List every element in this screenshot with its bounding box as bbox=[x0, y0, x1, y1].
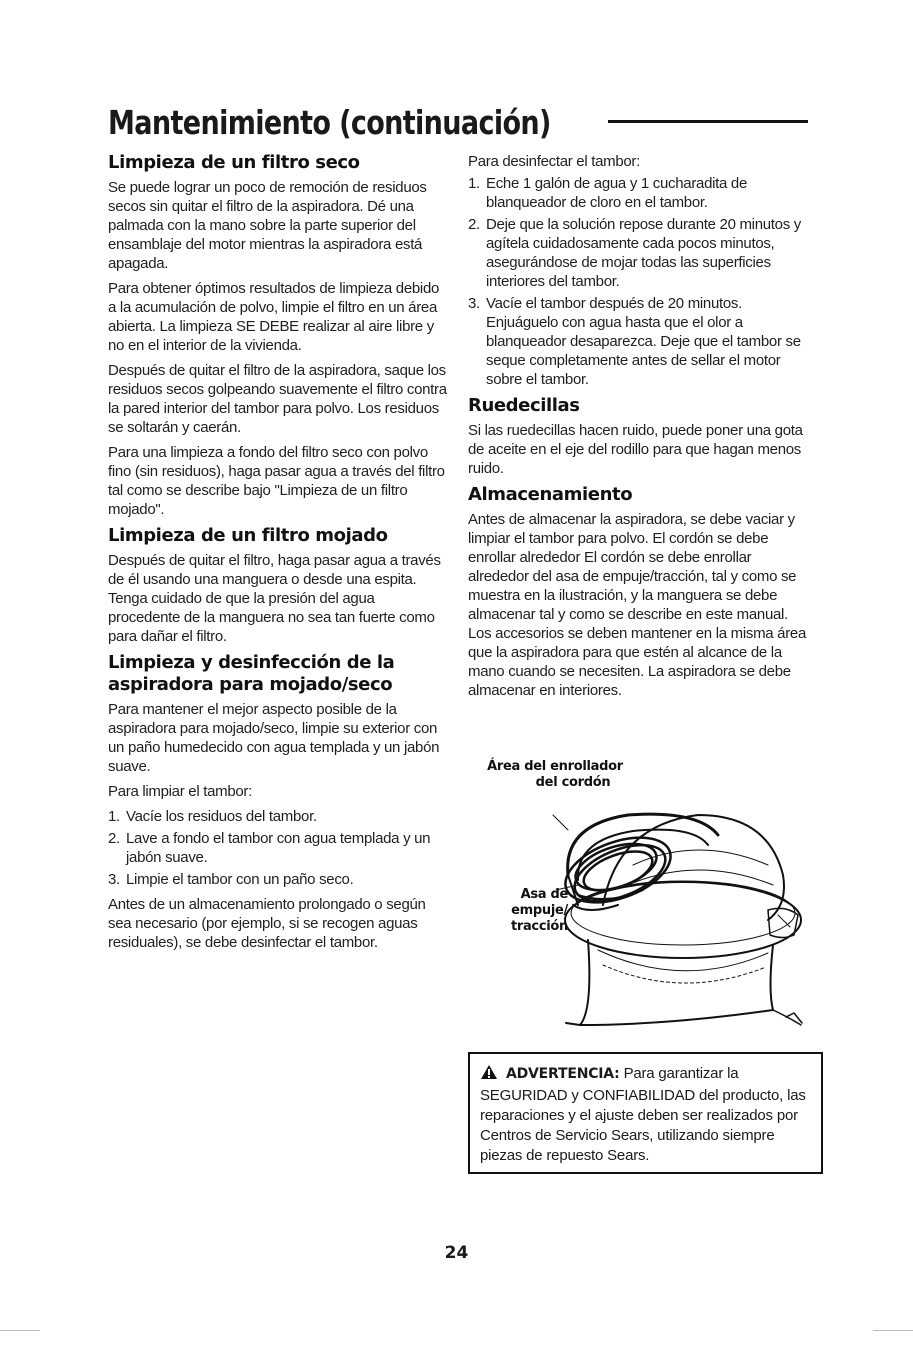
list-text: Lave a fondo el tambor con agua templada y un jabón suave. bbox=[126, 830, 431, 866]
list-text: Deje que la solución repose durante 20 minutos y agítela cuidadosamente cada pocos minutos, asegurándose de mojar todas las superficies interiores del tambor. bbox=[486, 216, 801, 290]
paragraph: Si las ruedecillas hacen ruido, puede poner una gota de aceite en el eje del rodillo para que hagan menos ruido. bbox=[468, 422, 803, 477]
paragraph: Para limpiar el tambor: bbox=[108, 783, 252, 800]
section-heading-casters: Ruedecillas bbox=[468, 395, 580, 416]
list-text: Vacíe los residuos del tambor. bbox=[126, 808, 317, 825]
left-column bbox=[108, 152, 450, 958]
label-cord-wrap-area bbox=[480, 759, 630, 791]
list-text: Vacíe el tambor después de 20 minutos. Enjuáguelo con agua hasta que el olor a blanqueador desaparezca. Deje que el tambor se seque completamente antes de sellar el motor sobre el tambor. bbox=[486, 295, 801, 388]
paragraph: Para una limpieza a fondo del filtro seco con polvo fino (sin residuos), haga pasar agua a través del filtro tal como se describe bajo "Limpieza de un filtro mojado". bbox=[108, 444, 445, 518]
list-number: 3. bbox=[108, 871, 120, 888]
paragraph: Para desinfectar el tambor: bbox=[468, 153, 640, 170]
paragraph: Para obtener óptimos resultados de limpieza debido a la acumulación de polvo, limpie el filtro en un área abierta. La limpieza SE DEBE realizar al aire libre y no en el interior de la vivienda. bbox=[108, 280, 440, 354]
list-item bbox=[468, 294, 813, 389]
warning-box bbox=[468, 1052, 823, 1174]
list-item bbox=[468, 174, 813, 212]
list-text: Limpie el tambor con un paño seco. bbox=[126, 871, 354, 888]
list-item bbox=[108, 807, 450, 826]
list-number: 2. bbox=[468, 216, 480, 233]
list-text: Eche 1 galón de agua y 1 cucharadita de blanqueador de cloro en el tambor. bbox=[486, 175, 748, 211]
warning-heading: ADVERTENCIA: bbox=[505, 1066, 620, 1082]
list-number: 1. bbox=[468, 175, 480, 192]
page-title-row bbox=[108, 100, 808, 144]
section-heading-dry-filter: Limpieza de un filtro seco bbox=[108, 152, 360, 173]
list-item bbox=[108, 829, 450, 867]
crop-mark-bottom-left bbox=[0, 1330, 40, 1331]
warning-text-lead: Para garantizar la bbox=[623, 1065, 739, 1082]
page-number: 24 bbox=[444, 1243, 469, 1263]
paragraph: Para mantener el mejor aspecto posible de la aspiradora para mojado/seco, limpie su exterior con un paño humedecido con agua templada y un jabón suave. bbox=[108, 701, 440, 775]
title-rule bbox=[608, 120, 808, 123]
label-line: Área del enrollador bbox=[487, 759, 623, 774]
section-heading-wet-filter: Limpieza de un filtro mojado bbox=[108, 525, 388, 546]
list-number: 2. bbox=[108, 830, 120, 847]
paragraph: Se puede lograr un poco de remoción de residuos secos sin quitar el filtro de la aspiradora. Dé una palmada con la mano sobre la parte superior del ensamblaje del motor mientras la aspiradora está apagada. bbox=[108, 179, 427, 272]
label-line: empuje/ bbox=[511, 903, 568, 918]
list-number: 1. bbox=[108, 808, 120, 825]
drum-disinfection-list bbox=[468, 174, 813, 389]
crop-mark-bottom-right bbox=[873, 1330, 913, 1331]
page-title: Mantenimiento (continuación) bbox=[108, 102, 551, 142]
paragraph: Antes de almacenar la aspiradora, se debe vaciar y limpiar el tambor para polvo. El cordón se debe enrollar alrededor El cordón se debe enrollar alrededor del asa de empuje/tracción, tal y como se muestra en la ilustración, y la manguera se debe almacenar tal y como se describe en este manual. Los accesorios se deben mantener en la misma área que la aspiradora para que estén al alcance de la mano cuando se necesiten. La aspiradora se debe almacenar en interiores. bbox=[468, 511, 806, 699]
label-line: Asa de bbox=[520, 887, 568, 902]
label-push-pull-handle bbox=[488, 887, 568, 935]
paragraph: Después de quitar el filtro de la aspiradora, saque los residuos secos golpeando suavemente el filtro contra la pared interior del tambor para polvo. Los residuos se soltarán y caerán. bbox=[108, 362, 447, 436]
list-item bbox=[468, 215, 813, 291]
list-item bbox=[108, 870, 450, 889]
section-heading-storage: Almacenamiento bbox=[468, 484, 633, 505]
warning-text-body: SEGURIDAD y CONFIABILIDAD del producto, las reparaciones y el ajuste deben ser realizados por Centros de Servicio Sears, utilizando siempre piezas de repuesto Sears. bbox=[480, 1087, 806, 1164]
label-line: tracción bbox=[510, 919, 568, 934]
paragraph: Antes de un almacenamiento prolongado o según sea necesario (por ejemplo, si se recogen aguas residuales), se debe desinfectar el tambor. bbox=[108, 896, 426, 951]
drum-cleaning-list bbox=[108, 807, 450, 889]
warning-triangle-icon bbox=[480, 1064, 498, 1086]
label-line: del cordón bbox=[535, 775, 611, 790]
right-column bbox=[468, 152, 813, 706]
section-heading-cleaning-disinfection: Limpieza y desinfección de la aspiradora para mojado/seco bbox=[108, 652, 395, 695]
vacuum-illustration bbox=[468, 755, 818, 1045]
paragraph: Después de quitar el filtro, haga pasar agua a través de él usando una manguera o desde una espita. Tenga cuidado de que la presión del agua procedente de la manguera no sea tan fuerte como para dañar el filtro. bbox=[108, 552, 441, 645]
list-number: 3. bbox=[468, 295, 480, 312]
